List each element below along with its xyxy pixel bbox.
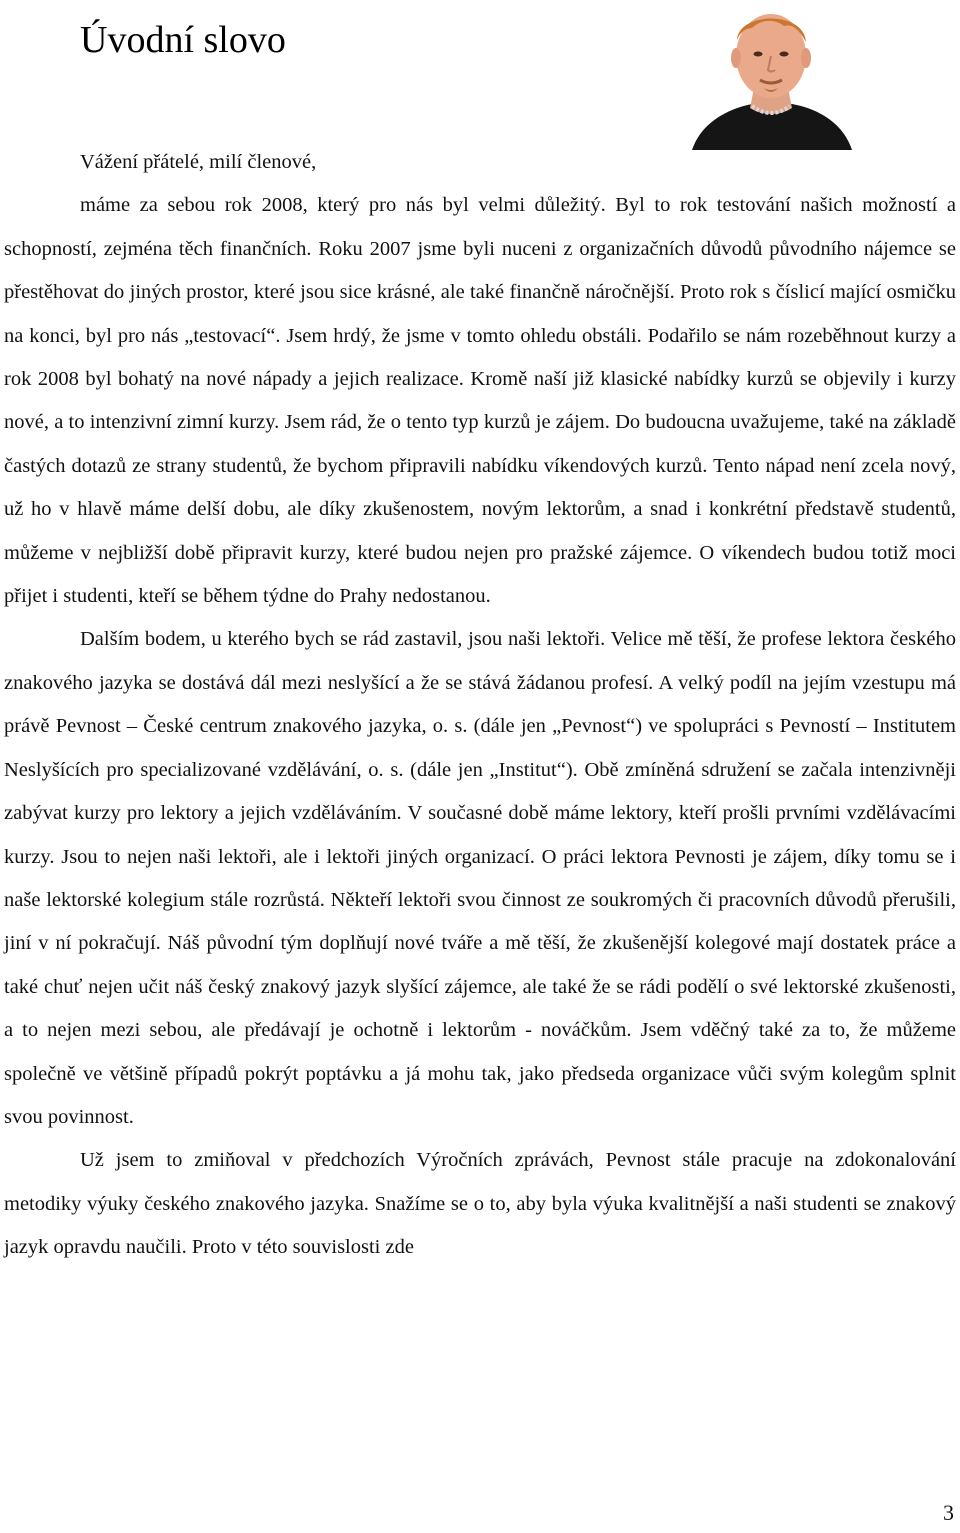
document-body [4, 141, 956, 1270]
author-photo [688, 4, 854, 152]
body-paragraph: Už jsem to zmiňoval v předchozích Výročních zprávách, Pevnost stále pracuje na zdokonalování metodiky výuky českého znakového jazyka. Snažíme se o to, aby byla výuka kvalitnější a naši studenti se znakový jazyk opravdu naučili. Proto v této souvislosti zde [4, 1149, 956, 1259]
page-number: 3 [943, 1500, 954, 1525]
greeting-paragraph: Vážení přátelé, milí členové, [80, 151, 317, 173]
body-paragraph: Dalším bodem, u kterého bych se rád zastavil, jsou naši lektoři. Velice mě těší, že profese lektora českého znakového jazyka se dostává dál mezi neslyšící a že se stává žádanou profesí. A velký podíl na jejím vzestupu má právě Pevnost – České centrum znakového jazyka, o. s. (dále jen „Pevnost“) ve spolupráci s Pevností – Institutem Neslyšících pro specializované vzdělávání, o. s. (dále jen „Institut“). Obě zmíněná sdružení se začala intenzivněji zabývat kurzy pro lektory a jejich vzděláváním. V současné době máme lektory, kteří prošli prvními vzdělávacími kurzy. Jsou to nejen naši lektoři, ale i lektoři jiných organizací. O práci lektora Pevnosti je zájem, díky tomu se i naše lektorské kolegium stále rozrůstá. Někteří lektoři svou činnost ze soukromých či pracovních důvodů přerušili, jiní v ní pokračují. Náš původní tým doplňují nové tváře a mě těší, že zkušenější kolegové mají dostatek práce a také chuť nejen učit náš český znakový jazyk slyšící zájemce, ale také že se rádi podělí o své lektorské zkušenosti, a to nejen mezi sebou, ale předávají je ochotně i lektorům - nováčkům. Jsem vděčný také za to, že můžeme společně ve většině případů pokrýt poptávku a já mohu tak, jako předseda organizace vůči svým kolegům splnit svou povinnost. [4, 628, 956, 1128]
page-title: Úvodní slovo [80, 19, 286, 61]
body-paragraph: máme za sebou rok 2008, který pro nás byl velmi důležitý. Byl to rok testování našich možností a schopností, zejména těch finančních. Roku 2007 jsme byli nuceni z organizačních důvodů původního nájemce se přestěhovat do jiných prostor, které jsou sice krásné, ale také finančně náročnější. Proto rok s číslicí mající osmičku na konci, byl pro nás „testovací“. Jsem hrdý, že jsme v tomto ohledu obstáli. Podařilo se nám rozeběhnout kurzy a rok 2008 byl bohatý na nové nápady a jejich realizace. Kromě naší již klasické nabídky kurzů se objevily i kurzy nové, a to intenzivní zimní kurzy. Jsem rád, že o tento typ kurzů je zájem. Do budoucna uvažujeme, také na základě častých dotazů ze strany studentů, že bychom připravili nabídku víkendových kurzů. Tento nápad není zcela nový, už ho v hlavě máme delší dobu, ale díky zkušenostem, novým lektorům, a snad i konkrétní představě studentů, můžeme v nejbližší době připravit kurzy, které budou nejen pro pražské zájemce. O víkendech budou totiž moci přijet i studenti, kteří se během týdne do Prahy nedostanou. [4, 194, 956, 608]
